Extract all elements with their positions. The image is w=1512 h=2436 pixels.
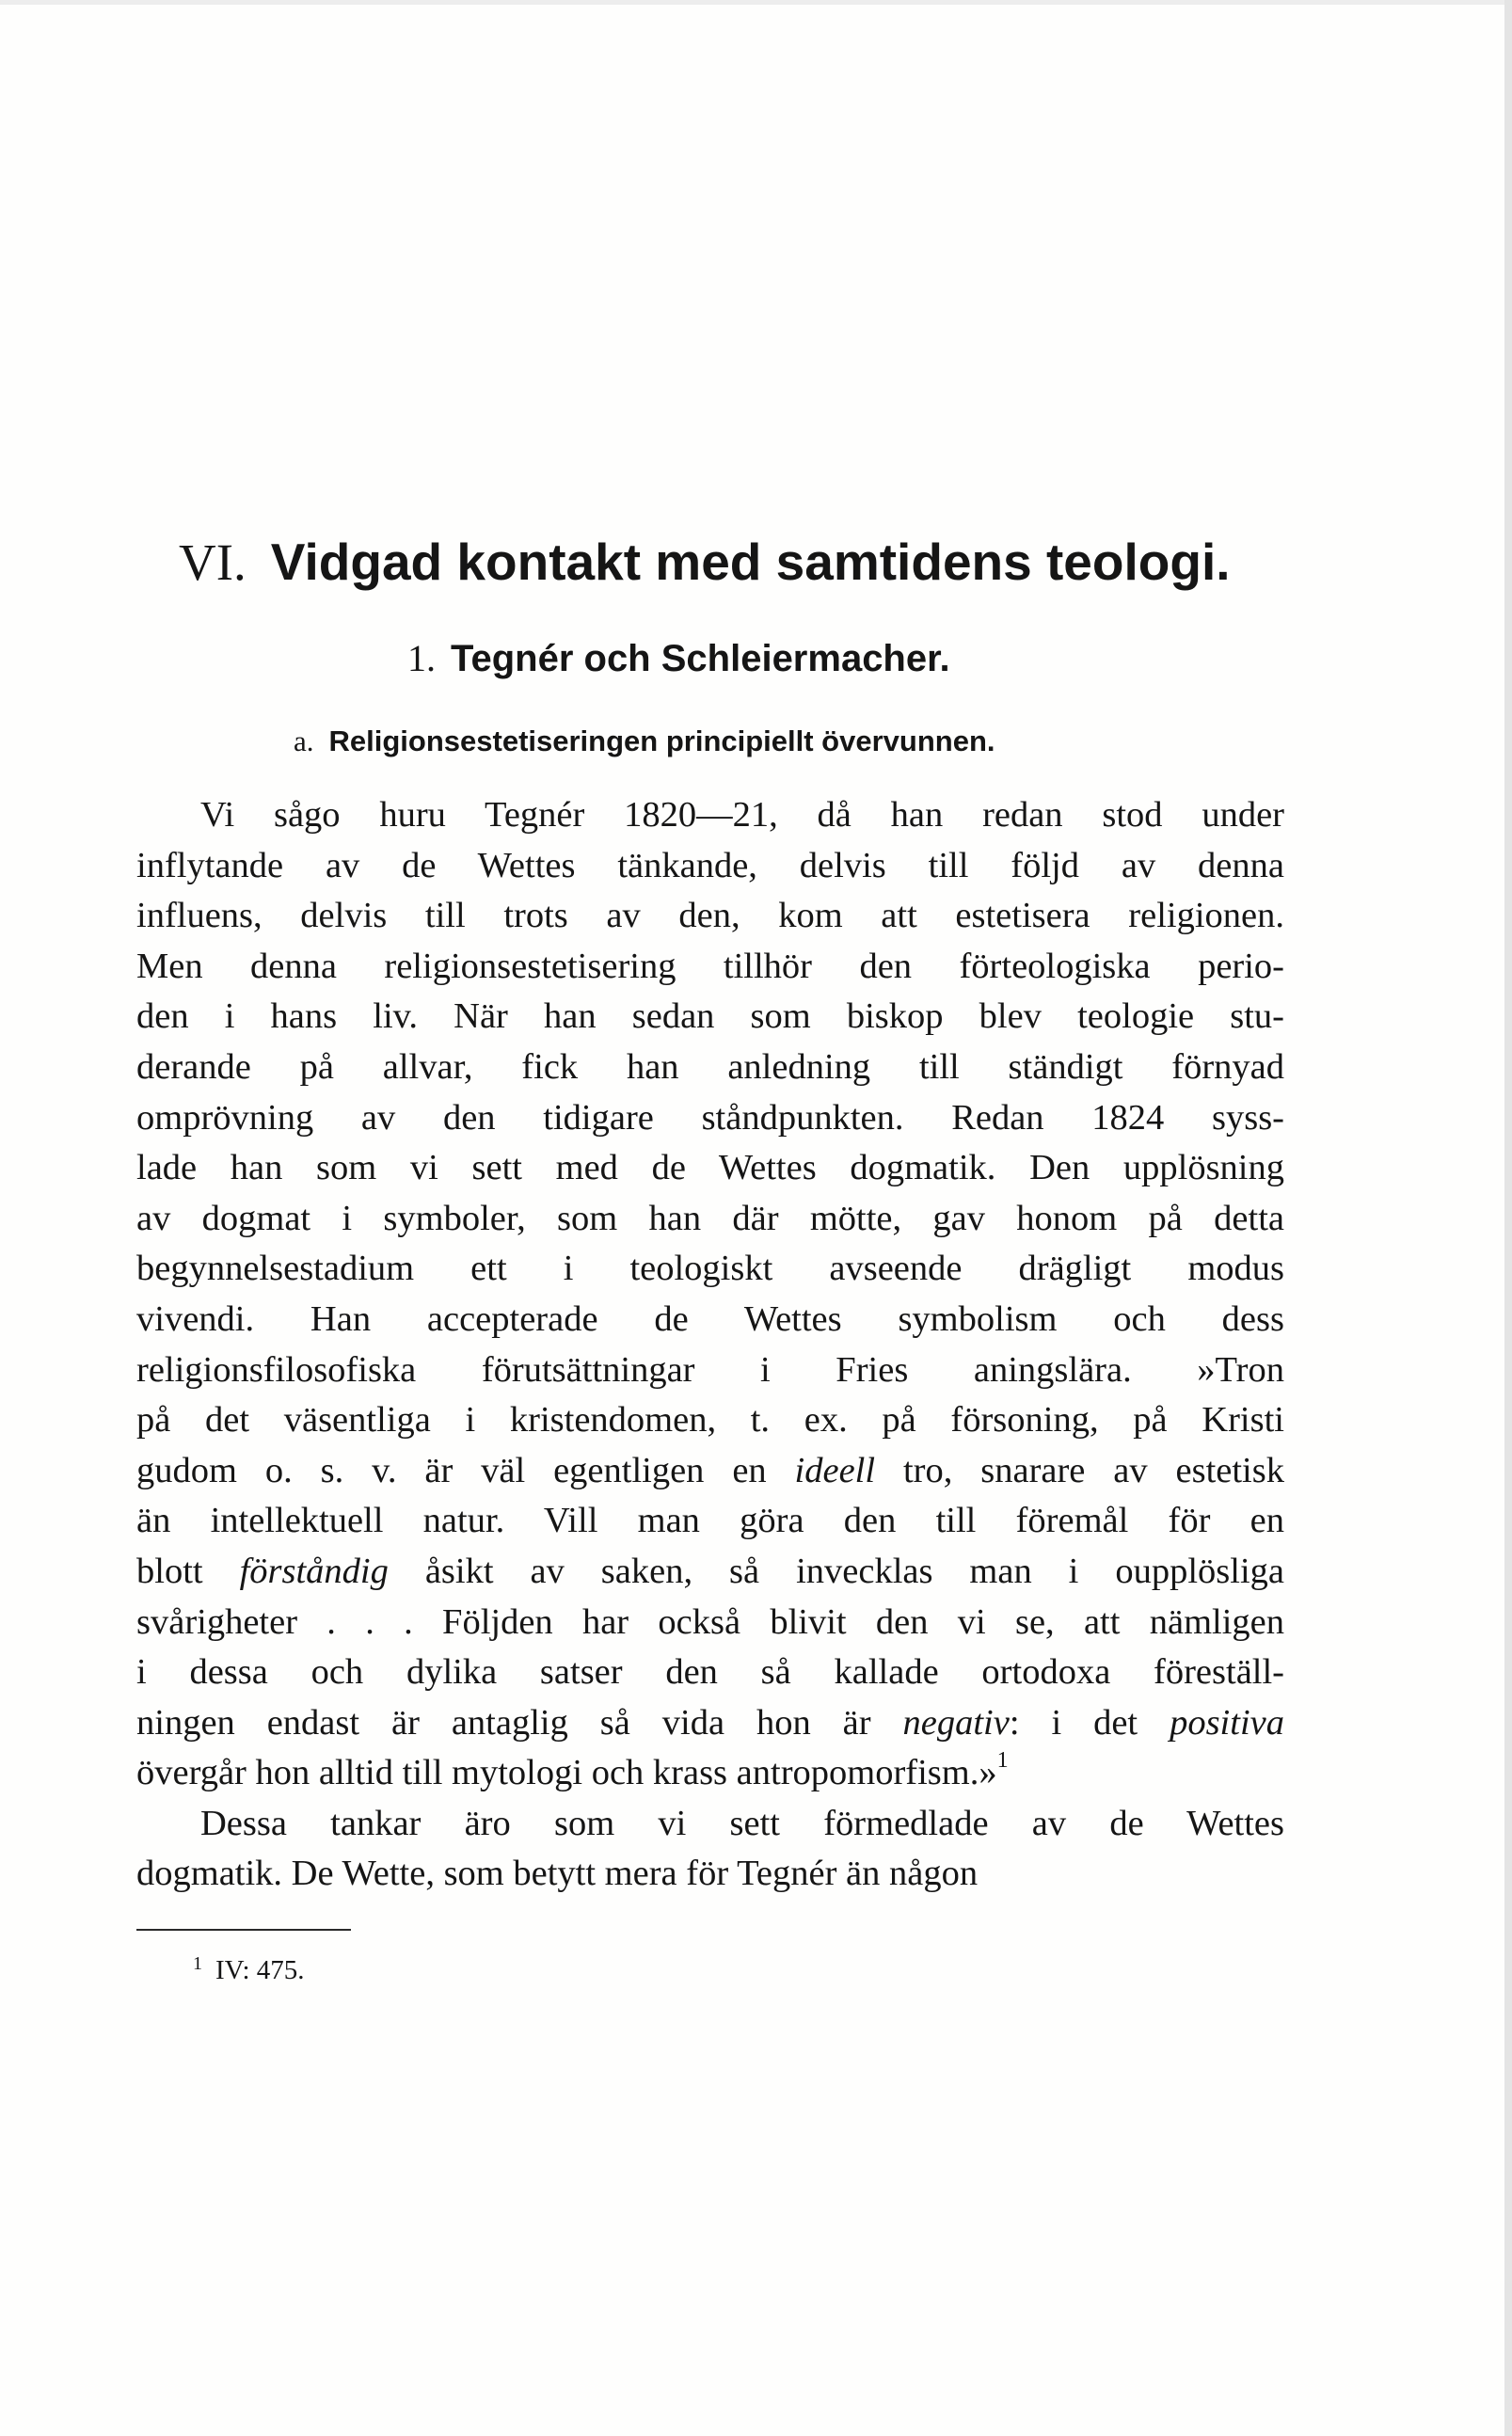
section-number: 1. [407,637,436,679]
emphasis-text: förståndig [239,1551,389,1591]
body-line: vivendi. Han accepterade de Wettes symbolism och dess [136,1298,1284,1339]
emphasis-text: positiva [1170,1702,1284,1743]
body-line: dogmatik. De Wette, som betytt mera för Tegnér än någon [136,1854,979,1894]
chapter-heading [179,532,1308,592]
body-line: Dessa tankar äro som vi sett förmedlade av de Wettes [200,1803,1284,1843]
footnote-reference: 1 [996,1748,1009,1774]
body-line: i dessa och dylika satser den så kallade ortodoxa föreställ- [136,1652,1284,1693]
section-title: Tegnér och Schleiermacher. [451,638,950,679]
body-line: på det väsentliga i kristendomen, t. ex. på försoning, på Kristi [136,1400,1284,1441]
body-line: influens, delvis till trots av den, kom att estetisera religionen. [136,896,1284,936]
body-line: Vi sågo huru Tegnér 1820—21, då han redan stod under [200,795,1284,835]
body-text [136,790,1284,1900]
body-line: blott förståndig åsikt av saken, så invecklas man i oupplösliga [136,1551,1284,1591]
page-right-edge [1504,0,1512,2436]
body-line: Men denna religionsestetisering tillhör den förteologiska perio- [136,946,1284,986]
body-line: än intellektuell natur. Vill man göra den till föremål för en [136,1501,1284,1541]
body-line: begynnelsestadium ett i teologiskt avseende drägligt modus [136,1249,1284,1289]
chapter-title: Vidgad kontakt med samtidens teologi. [270,533,1231,591]
body-line: omprövning av den tidigare ståndpunkten. Redan 1824 syss- [136,1097,1284,1138]
subsection-heading [294,724,995,758]
subsection-letter: a. [294,724,314,757]
section-heading [407,636,950,680]
body-line: gudom o. s. v. är väl egentligen en ideell tro, snarare av estetisk [136,1450,1284,1490]
body-line: lade han som vi sett med de Wettes dogmatik. Den upplösning [136,1148,1284,1188]
footnote [193,1953,305,1986]
body-line: inflytande av de Wettes tänkande, delvis till följd av denna [136,845,1284,885]
subsection-title: Religionsestetiseringen principiellt övervunnen. [328,724,995,757]
emphasis-text: negativ [902,1702,1010,1743]
body-line: derande på allvar, fick han anledning till ständigt förnyad [136,1046,1284,1087]
footnote-mark: 1 [193,1953,202,1974]
footnote-divider [136,1929,351,1931]
body-line: religionsfilosofiska förutsättningar i Fries aningslära. »Tron [136,1349,1284,1390]
body-line: ningen endast är antaglig så vida hon är negativ: i det positiva [136,1702,1284,1743]
body-line: den i hans liv. När han sedan som biskop blev teologie stu- [136,996,1284,1037]
footnote-text: IV: 475. [215,1955,305,1985]
chapter-numeral: VI. [179,533,247,591]
body-line: av dogmat i symboler, som han där mötte, gav honom på detta [136,1198,1284,1238]
body-line: övergår hon alltid till mytologi och krass antropomorfism.»$^1$ [136,1748,1009,1793]
emphasis-text: ideell [794,1450,876,1490]
page-top-edge [0,0,1512,5]
body-line: svårigheter . . . Följden har också blivit den vi se, att nämligen [136,1601,1284,1642]
